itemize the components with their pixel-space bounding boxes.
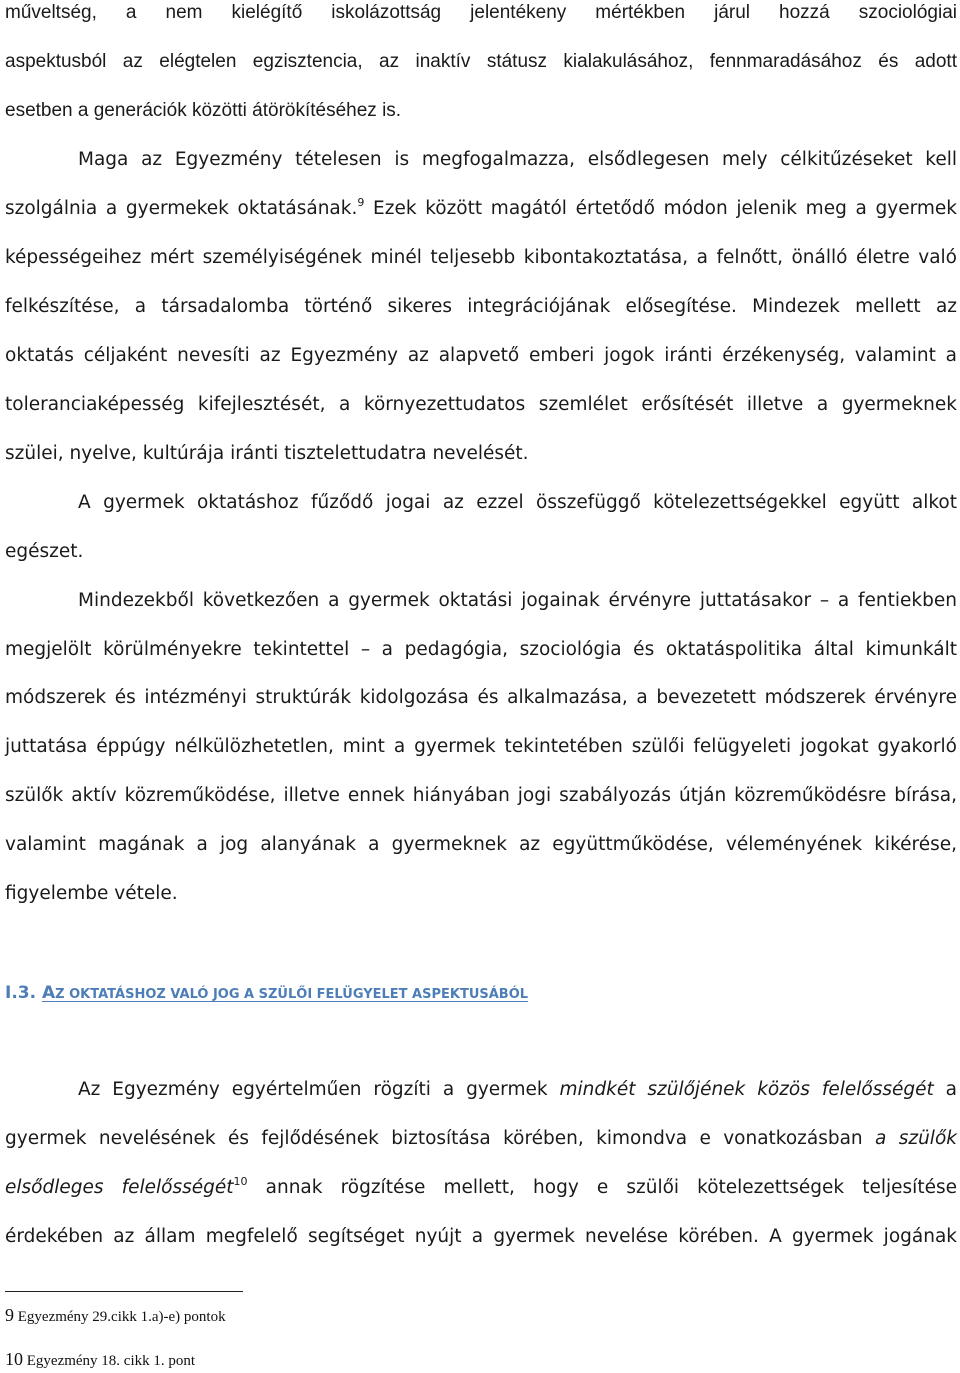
paragraph-text: annak rögzítése mellett, hogy e szülői kötelezettségek teljesítése	[247, 1177, 957, 1198]
paragraph-line: szülők aktív közreműködése, illetve ennek hiányában jogi szabályozás útján közreműködésre bírása,	[5, 785, 957, 806]
paragraph-line	[5, 197, 957, 221]
section-number: I.3.	[5, 983, 42, 1003]
paragraph-line: szülei, nyelve, kultúrája iránti tisztelettudatra nevelését.	[5, 443, 529, 464]
paragraph-line: toleranciaképesség kifejlesztését, a környezettudatos szemlélet erősítését illetve a gyermeknek	[5, 394, 957, 415]
footnote	[5, 1304, 226, 1326]
footnote-text: Egyezmény 29.cikk 1.a)-e) pontok	[14, 1309, 226, 1325]
paragraph-line	[5, 1127, 957, 1151]
section-heading	[5, 980, 528, 1006]
paragraph-line: juttatása éppúgy nélkülözhetetlen, mint a gyermek tekintetében szülői felügyeleti jogokat gyakorló	[5, 736, 957, 757]
footnote-number: 9	[5, 1305, 14, 1325]
paragraph-text: szolgálnia a gyermekek oktatásának.	[5, 198, 358, 219]
paragraph-line: módszerek és intézményi struktúrák kidolgozása és alkalmazása, a bevezetett módszerek érvényre	[5, 687, 957, 708]
footnote-ref: 9	[357, 196, 365, 209]
emphasis-text: a szülők	[875, 1128, 957, 1149]
paragraph-line: műveltség, a nem kielégítő iskolázottság jelentékeny mértékben járul hozzá szociológiai	[5, 2, 957, 23]
section-title-rest: Z OKTATÁSHOZ VALÓ JOG A SZÜLŐI FELÜGYELET ASPEKTUSÁBÓL	[55, 987, 529, 1002]
paragraph-line: oktatás céljaként nevesíti az Egyezmény az alapvető emberi jogok iránti érzékenység, valamint a	[5, 345, 957, 366]
section-title-initial: A	[42, 983, 56, 1003]
paragraph-text: a	[933, 1079, 957, 1100]
footnote-separator	[5, 1291, 243, 1292]
paragraph-line: A gyermek oktatáshoz fűződő jogai az ezzel összefüggő kötelezettségekkel együtt alkot	[78, 492, 957, 513]
paragraph-line: képességeihez mért személyiségének minél teljesebb kibontakoztatása, a felnőtt, önálló életre való	[5, 247, 957, 268]
paragraph-text: gyermek nevelésének és fejlődésének biztosítása körében, kimondva e vonatkozásban	[5, 1128, 876, 1149]
footnote	[5, 1348, 195, 1370]
paragraph-text: Az Egyezmény egyértelműen rögzíti a gyermek	[78, 1079, 560, 1100]
paragraph-line: megjelölt körülményekre tekintettel – a pedagógia, szociológia és oktatáspolitika által kimunkált	[5, 639, 957, 660]
emphasis-text: elsődleges felelősségét	[5, 1177, 234, 1198]
paragraph-line	[5, 1176, 957, 1200]
paragraph-line: figyelembe vétele.	[5, 883, 178, 904]
paragraph-line: aspektusból az elégtelen egzisztencia, az inaktív státusz kialakulásához, fennmaradásához és adott	[5, 51, 957, 72]
paragraph-line: esetben a generációk közötti átörökítéséhez is.	[5, 100, 402, 121]
paragraph-line: Maga az Egyezmény tételesen is megfogalmazza, elsődlegesen mely célkitűzéseket kell	[78, 149, 957, 170]
emphasis-text: mindkét szülőjének közös felelősségét	[559, 1079, 934, 1100]
section-title	[42, 983, 528, 1003]
paragraph-line: érdekében az állam megfelelő segítséget nyújt a gyermek nevelése körében. A gyermek jogának	[5, 1226, 957, 1247]
footnote-text: Egyezmény 18. cikk 1. pont	[23, 1353, 196, 1369]
paragraph-line: felkészítése, a társadalomba történő sikeres integrációjának elősegítése. Mindezek mellett az	[5, 296, 957, 317]
footnote-ref: 10	[233, 1175, 248, 1188]
paragraph-line	[78, 1078, 957, 1102]
paragraph-text: Ezek között magától értetődő módon jelenik meg a gyermek	[364, 198, 957, 219]
paragraph-line: Mindezekből következően a gyermek oktatási jogainak érvényre juttatásakor – a fentiekben	[78, 590, 957, 611]
paragraph-line: valamint magának a jog alanyának a gyermeknek az együttműködése, véleményének kikérése,	[5, 834, 957, 855]
paragraph-line: egészet.	[5, 541, 84, 562]
footnote-number: 10	[5, 1349, 23, 1369]
